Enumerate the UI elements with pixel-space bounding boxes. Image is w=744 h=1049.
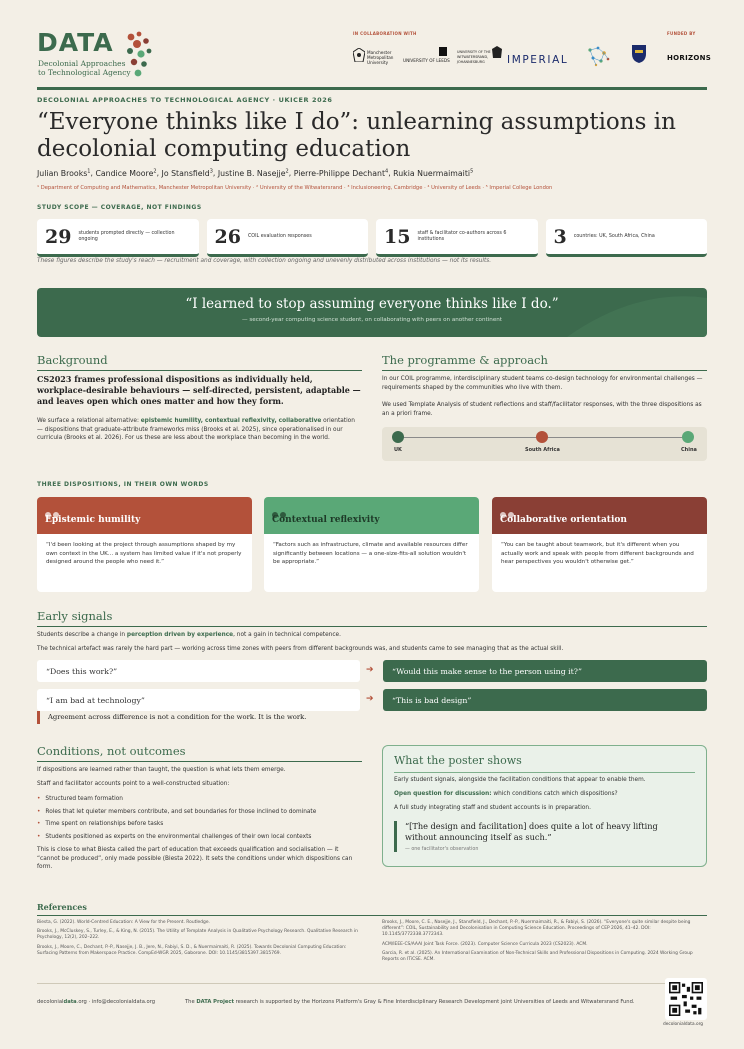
text-run: decolonial [37,999,64,1005]
footer-funding [185,999,635,1005]
reference: Biesta, G. (2022). World-Centred Education: A View for the Present. Routledge. [37,920,210,925]
banner-quote: “I learned to stop assuming everyone thinks like I do.” [185,296,559,312]
references-heading: References [37,902,87,912]
partner-wits: UNIVERSITY OF THE WITWATERSRAND, JOHANNESBURG [457,50,491,64]
qr-pattern [669,982,703,1016]
partner-leeds: UNIVERSITY OF LEEDS [403,58,450,63]
poster-title: “Everyone thinks like I do”: unlearning assumptions in decolonial computing education [37,109,676,162]
footer-rule [37,983,707,984]
arrow-right-icon: ➔ [366,665,374,675]
shift-from: “I am bad at technology” [37,689,360,711]
mmu-crest-icon [353,48,365,62]
reference: Brooks, J., Moore, C., Dechant, P.-P., Nasejje, J. B., Jere, N., Fabiyi, S. D., & Nuermaimaiti, R. (2025). Towards Decolonial Computing Education: Surfacing Patterns from Makerspace Practice. CompEd-WGR 2025, Gaborone. DOI: 10.1145/3815397.3815769. [37,944,347,956]
stat-number: 29 [45,225,72,248]
programme-heading: The programme & approach [382,353,707,371]
stat-card [546,219,708,257]
shift-to: “This is bad design” [383,689,707,711]
stats-row [37,219,707,257]
text-run: The [185,999,197,1005]
disposition-header [37,497,252,534]
summary-question [394,791,618,797]
facilitator-quote [394,821,684,852]
logo-subtitle-line-1: Decolonial Approaches [38,59,126,68]
reference: Brooks, J., Moore, C. E., Nasejje, J., Stansfield, J., Dechant, P.-P., Nuermaimaiti, R., & Fabiyi, S. (2026). “Everyone's quite similar despite being different”: COIL, Sustainability and Decolonisation in Computing Science Education. Proceedings of CEP 2026, 41–42. DOI: 10.1145/3772338.3772343. [382,920,691,938]
header-rule [37,87,707,90]
dispositions-label: THREE DISPOSITIONS, IN THEIR OWN WORDS [37,481,209,488]
footer-contact [37,999,155,1005]
disposition-header [264,497,479,534]
conditions-p1: If dispositions are learned rather than taught, the question is what lets them emerge. [37,767,286,773]
conditions-p2: Staff and facilitator accounts point to a well-constructed situation: [37,781,230,787]
stat-text: countries: UK, South Africa, China [573,233,655,239]
list-item: • Time spent on relationships before tasks [37,818,362,831]
text-run: , not a gain in technical competence. [233,632,341,638]
quote-citation: — one facilitator's observation [405,847,479,852]
stat-text: staff & facilitator co-authors across 6 institutions [417,230,507,242]
conditions-p3: This is close to what Biesta called the part of education that exceeds qualification and socialisation — it “cannot be produced”, only made possible (Biesta 2022). It sets the conditions under which dispositions can form. [37,847,353,870]
shift-from: “Does this work?” [37,660,360,682]
background-heading: Background [37,353,362,371]
stat-text: students prompted directly — collection ongoing [78,230,175,242]
disposition-quote: “Factors such as infrastructure, climate and available resources differ significantly between locations — a one-size-fits-all solution wouldn't be appropriate.” [273,542,468,565]
partner-mmu: Manchester Metropolitan University [367,50,394,65]
country-dot-china [682,431,694,443]
stat-text: COIL evaluation responses [247,233,312,239]
disposition-name: Epistemic humility [45,515,141,525]
country-label: China [681,447,697,453]
reference: Brooks, J., McCluskey, S., Turley, E., & King, N. (2015). The Utility of Template Analysis in Qualitative Psychology Research. Qualitative Research in Psychology, 12(2), 202–222. [37,929,358,941]
qr-code-icon[interactable] [665,978,707,1020]
funder-horizons: HORIZONS [667,54,712,62]
partner-imperial: IMPERIAL [507,54,569,66]
wits-crest-icon [492,46,502,58]
author: Julian Brooks$^1$ [37,168,91,178]
question-label: Open question for discussion: [394,791,492,797]
funded-label: FUNDED BY [667,31,696,36]
disposition-card [37,497,252,592]
question-text: which conditions catch which dispositions? [491,791,618,797]
stat-number: 26 [214,225,241,248]
collab-label: IN COLLABORATION WITH [353,31,417,36]
author: Jo Stansfield$^3$ [161,168,213,178]
stat-number: 3 [553,225,567,248]
text-run: .org · info@decolonialdata.org [76,999,156,1005]
programme-p2: We used Template Analysis of student reflections and staff/facilitator responses, with the three dispositions as an a priori frame. [382,402,702,417]
banner-attribution: — second-year computing science student, on collaborating with peers on another continent [241,317,503,323]
signals-p1 [37,631,707,640]
stat-number: 15 [384,225,411,248]
logo-subtitle [38,59,131,77]
background-lead: CS2023 frames professional dispositions as individually held, workplace-desirable behaviours — self-directed, persistent, adaptable — and leaves open which ones matter and how they form. [37,374,361,406]
summary-rule [394,772,695,773]
list-item: • Structured team formation [37,793,362,806]
scope-note: These figures describe the study's reach — recruitment and coverage, with collection ongoing and unevenly distributed across institutions — not its results. [37,258,492,264]
disposition-header [492,497,707,534]
shift-to: “Would this make sense to the person using it?” [383,660,707,682]
text-run: data [63,999,77,1005]
logo-wordmark: DATA [37,28,114,57]
country-timeline [382,427,707,461]
summary-heading: What the poster shows [394,754,522,767]
disposition-name: Collaborative orientation [500,515,627,525]
logo-subtitle-line-2: to Technological Agency [38,68,131,77]
text-run: orientation — dispositions that graduate-attribute frameworks miss (Brooks et al. 2025), since operationalised in our curricula (Brooks et al. 2026). For us these are less about the workplace than becoming in the world. [37,418,355,441]
background-body [37,417,362,443]
signals-heading: Early signals [37,609,707,627]
poster-summary-box [382,745,707,867]
conditions-heading: Conditions, not outcomes [37,744,362,762]
country-label: South Africa [525,447,560,453]
text-run: We surface a relational alternative: [37,418,141,424]
disposition-card [492,497,707,592]
disposition-card [264,497,479,592]
highlight-terms: epistemic humility, contextual reflexivity, collaborative [140,418,322,424]
scope-label: STUDY SCOPE — COVERAGE, NOT FINDINGS [37,204,202,211]
references-left [37,920,362,960]
country-dot-south-africa [536,431,548,443]
country-dot-uk [392,431,404,443]
reference: Garcia, R. et al. (2025). An International Examination of Non-Technical Skills and Professional Dispositions in Computing. 2024 Working Group Reports on ITiCSE. ACM. [382,950,693,963]
agreement-callout: Agreement across difference is not a condition for the work. It is the work. [37,711,306,724]
signals-p2: The technical artefact was rarely the hard part — working across time zones with peers from different backgrounds was, and students came to see managing that as the actual skill. [37,646,564,652]
list-item: • Students positioned as experts on the environmental challenges of their own local contexts [37,831,362,844]
stat-card [207,219,369,257]
quote-banner [37,288,707,337]
quote-text: “[The design and facilitation] does quite a lot of heavy lifting without announcing itself as such.” [405,821,658,842]
summary-p3: A full study integrating staff and student accounts is in preparation. [394,805,591,811]
affiliations: ¹ Department of Computing and Mathematics, Manchester Metropolitan University · ² University of the Witwatersrand · ³ Inclusioneering, Cambridge · ⁴ University of Leeds · ⁵ Imperial College London [37,185,553,191]
disposition-quote: “I'd been looking at the project through assumptions shaped by my own context in the UK... a system has limited value if it's not properly designed around the people who need it.” [46,542,242,565]
country-label: UK [394,447,402,453]
qr-label: decolonialdata.org [663,1022,704,1027]
stat-card [37,219,199,257]
disposition-name: Contextual reflexivity [272,515,380,525]
author: Pierre-Philippe Dechant$^4$ [293,168,389,178]
text-run: research is supported by the Horizons Platform's Gray & Fine Interdisciplinary Research Development joint Universities of Leeds and Witwatersrand Fund. [233,999,635,1005]
text-run: Students describe a change in [37,632,127,638]
network-logo-icon [584,44,612,68]
disposition-quote: “You can be taught about teamwork, but it's different when you actually work and speak with people from different backgrounds and hear perspectives you wouldn't otherwise get.” [501,542,694,565]
references-right [382,920,707,966]
leeds-crest-icon [439,47,447,56]
summary-p1: Early student signals, alongside the facilitation conditions that appear to enable them. [394,777,646,783]
authors: Julian Brooks$^1$, Candice Moore$^2$, Jo Stansfield$^3$, Justine B. Nasejje$^2$, Pierre-Philippe Dechant$^4$, Rukia Nuermaimaiti$^5$ [37,168,474,178]
author: Justine B. Nasejje$^2$ [217,168,289,178]
conditions-list [37,793,362,843]
reference: ACM/IEEE-CS/AAAI Joint Task Force. (2023). Computer Science Curricula 2023 (CS2023). ACM. [382,941,588,947]
eyebrow: DECOLONIAL APPROACHES TO TECHNOLOGICAL AGENCY · UKICER 2026 [37,96,333,104]
header [37,28,712,86]
arrow-right-icon: ➔ [366,694,374,704]
highlight-term: perception driven by experience [126,632,234,638]
author: Rukia Nuermaimaiti$^5$ [393,168,474,178]
university-crest-icon [629,43,649,63]
stat-card [376,219,538,257]
programme-p1: In our COIL programme, interdisciplinary student teams co-design technology for environmental challenges — requirements shaped by the communities who live with them. [382,376,703,391]
list-item: • Roles that let quieter members contribute, and set boundaries for those inclined to dominate [37,806,362,819]
text-run: DATA Project [196,999,234,1005]
author: Candice Moore$^2$ [95,168,157,178]
references-rule [37,915,707,916]
